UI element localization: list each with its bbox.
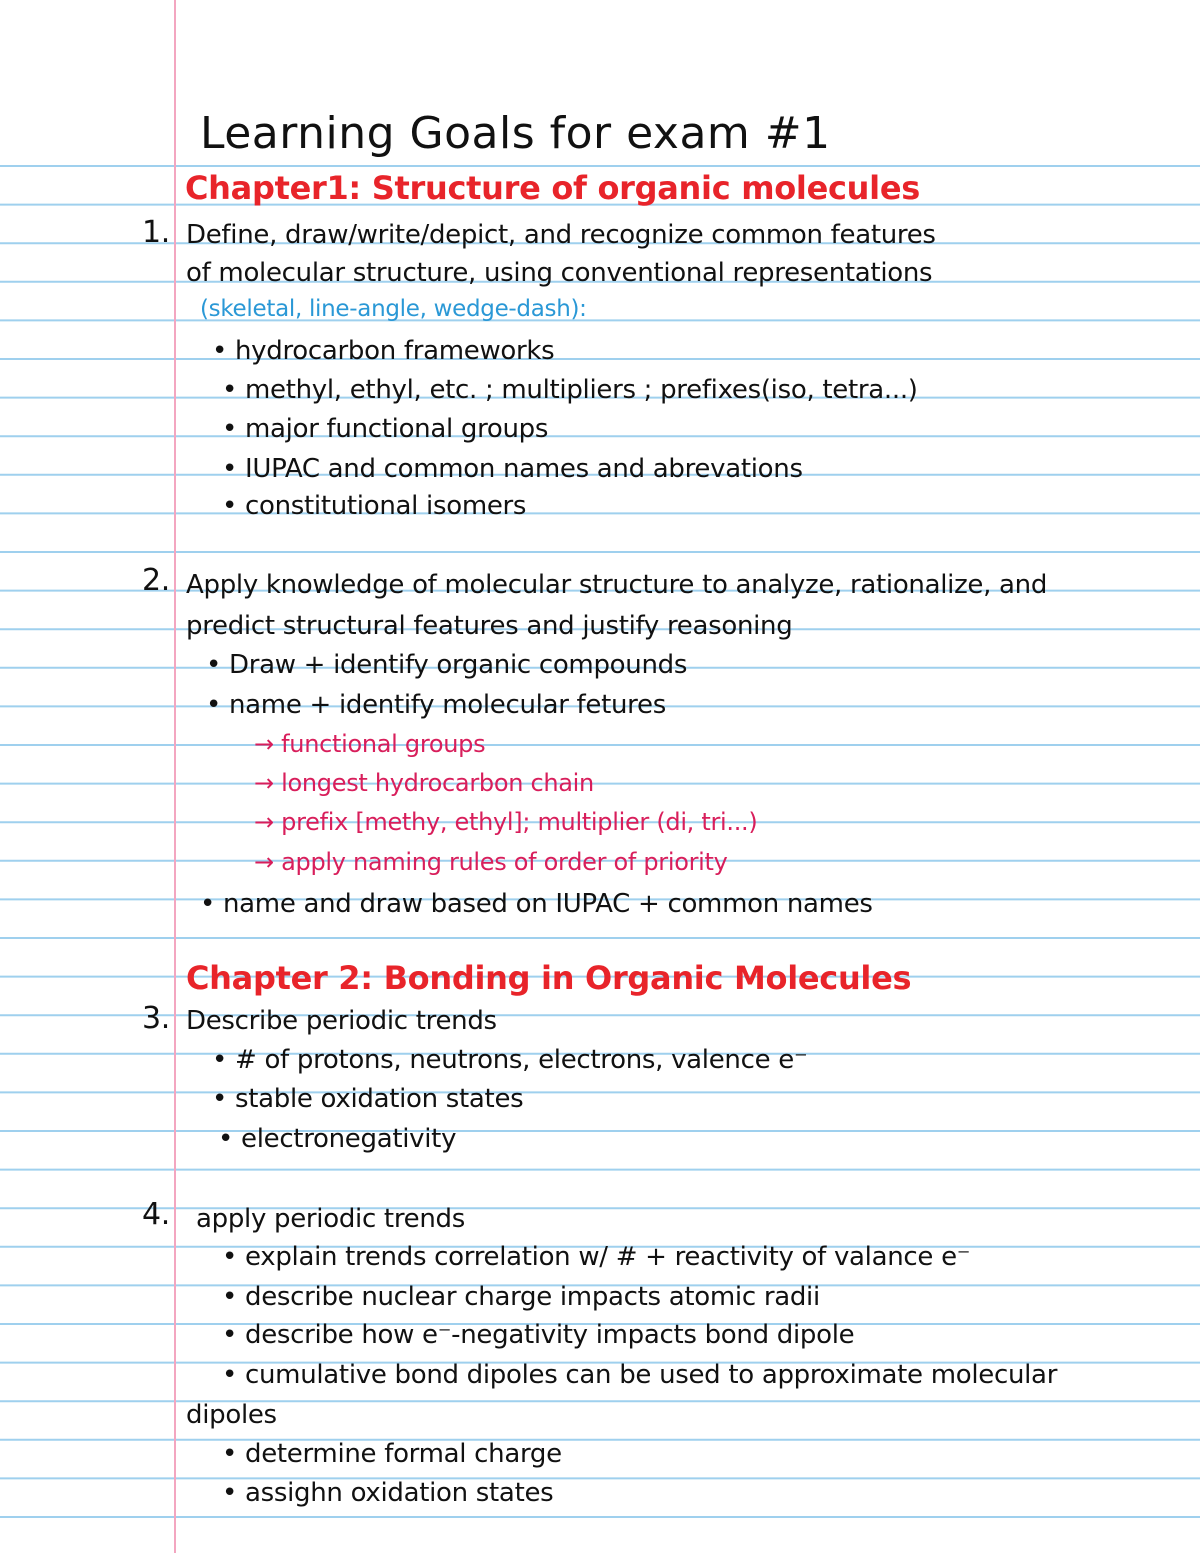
goal1-line1: Define, draw/write/depict, and recognize common features [186,220,936,250]
goal2-line2: predict structural features and justify reasoning [186,611,793,641]
goal1-bullet: • major functional groups [222,414,549,444]
goal1-bullet: • IUPAC and common names and abrevations [222,454,803,484]
goal1-bullet: • methyl, ethyl, etc. ; multipliers ; prefixes(iso, tetra...) [222,375,918,405]
goal2-bullet: • name + identify molecular fetures [206,690,666,720]
goal1-number: 1. [142,215,171,250]
goal2-line1: Apply knowledge of molecular structure to analyze, rationalize, and [186,570,1048,600]
goal4-bullet: • explain trends correlation w/ # + reactivity of valance e⁻ [222,1242,971,1272]
goal4-line1: apply periodic trends [196,1204,465,1234]
goal2-sub-bullet: → functional groups [254,730,486,758]
chapter1-heading: Chapter1: Structure of organic molecules [185,169,920,207]
goal4-final-bullet: • assighn oxidation states [222,1478,554,1508]
margin-line [174,0,176,1553]
chapter2-heading: Chapter 2: Bonding in Organic Molecules [186,959,912,997]
goal3-bullet: • # of protons, neutrons, electrons, valence e⁻ [212,1045,808,1075]
goal4-final-bullet: • determine formal charge [222,1439,562,1469]
goal2-number: 2. [142,563,171,598]
goal1-line3: (skeletal, line-angle, wedge-dash): [200,296,587,322]
goal3-number: 3. [142,1001,171,1036]
goal4-number: 4. [142,1197,171,1232]
goal1-bullet: • hydrocarbon frameworks [212,336,555,366]
goal2-sub-bullet: → prefix [methy, ethyl]; multiplier (di, tri...) [254,808,758,836]
goal3-bullet: • stable oxidation states [212,1084,524,1114]
goal4-continuation: dipoles [186,1400,277,1430]
goal4-bullet: • describe how e⁻-negativity impacts bond dipole [222,1320,855,1350]
goal3-bullet: • electronegativity [218,1124,457,1154]
goal2-sub-bullet: → longest hydrocarbon chain [254,769,594,797]
goal3-line1: Describe periodic trends [186,1006,497,1036]
goal4-bullet: • describe nuclear charge impacts atomic radii [222,1282,820,1312]
goal1-line2: of molecular structure, using conventional representations [186,258,933,288]
goal1-bullet: • constitutional isomers [222,491,527,521]
page-title: Learning Goals for exam #1 [200,108,831,159]
goal4-bullet: • cumulative bond dipoles can be used to approximate molecular [222,1360,1058,1390]
goal2-sub-bullet: → apply naming rules of order of priority [254,848,728,876]
goal2-last-bullet: • name and draw based on IUPAC + common names [200,889,873,919]
goal2-bullet: • Draw + identify organic compounds [206,650,688,680]
